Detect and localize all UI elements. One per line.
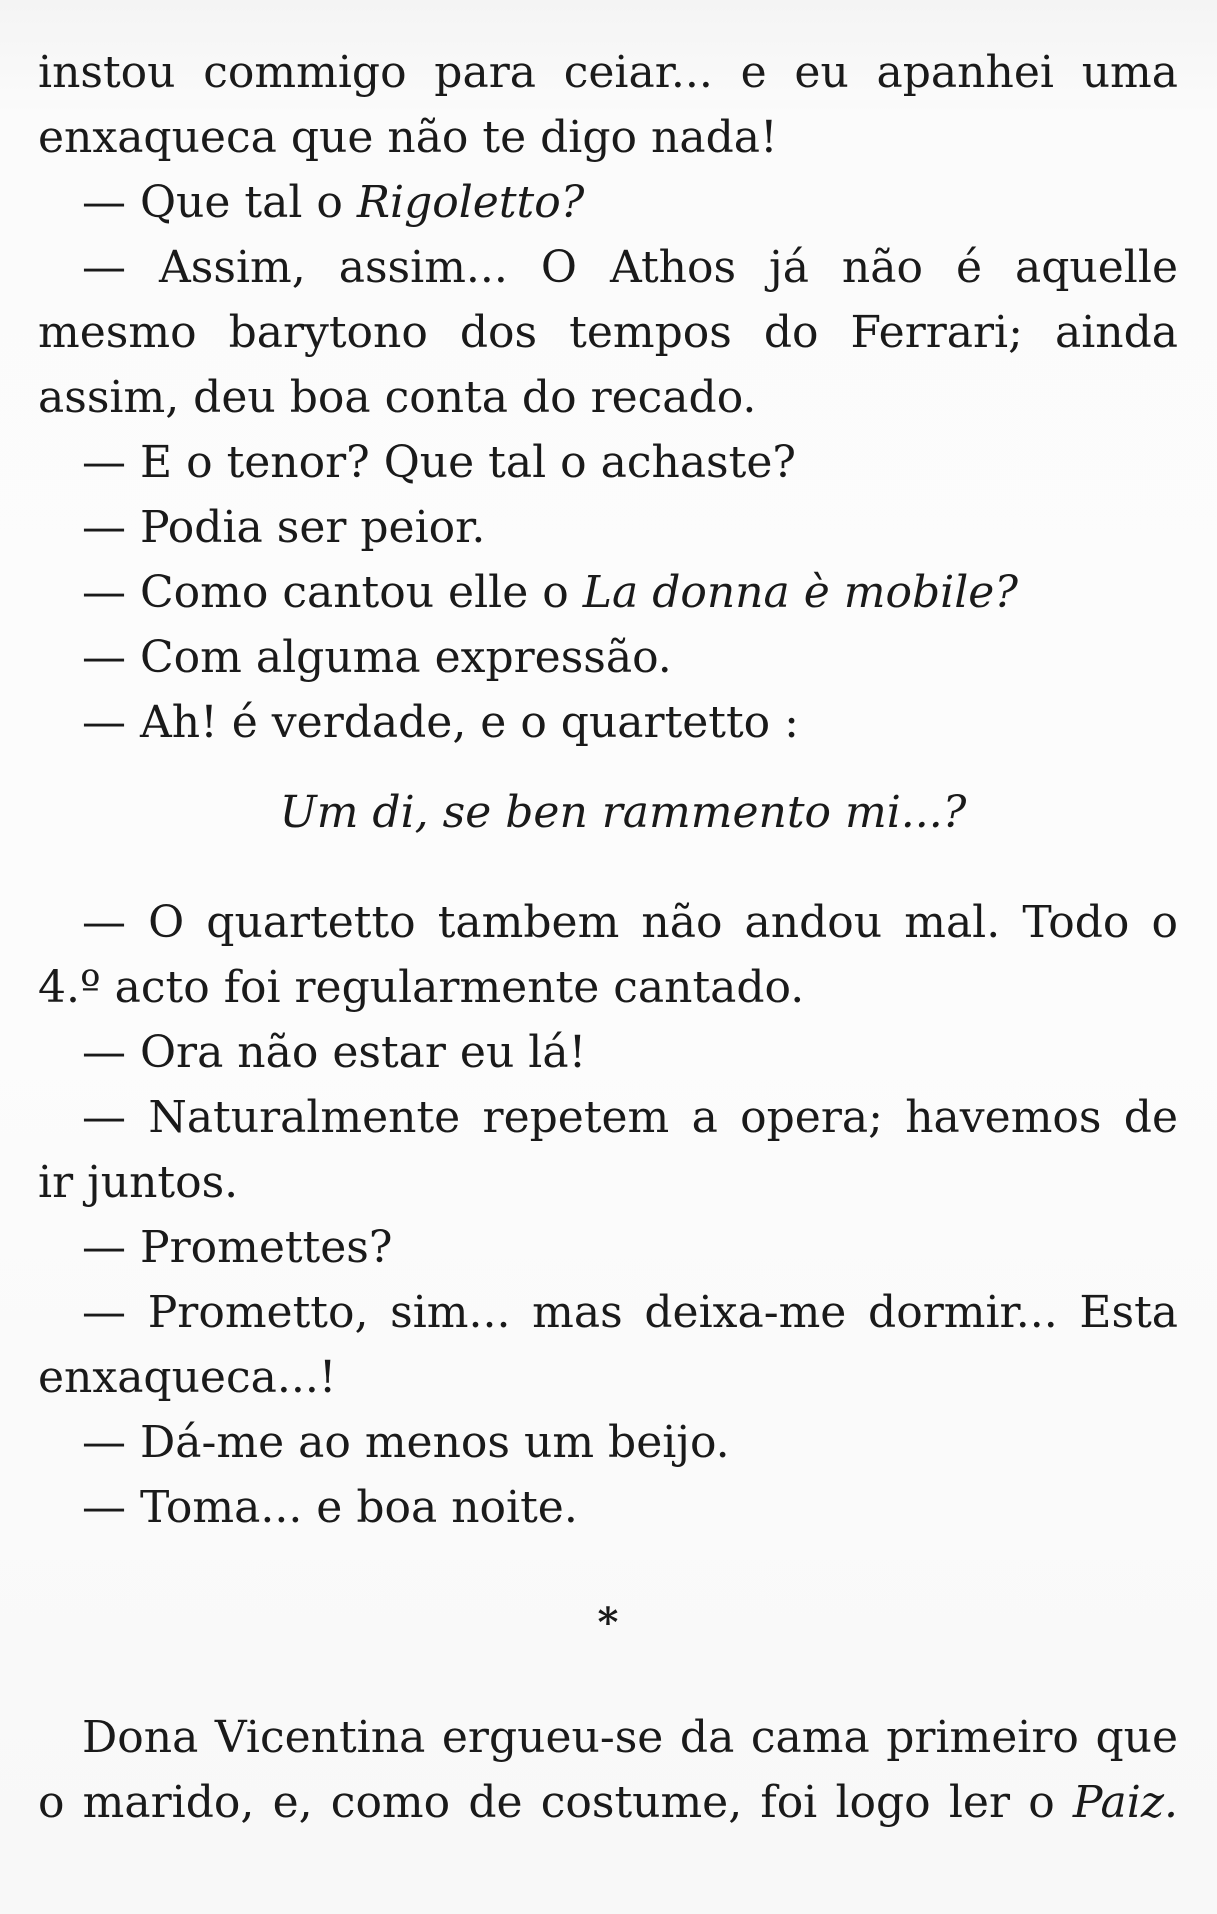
text-line-13: 4.º acto foi regularmente cantado. xyxy=(38,962,805,1013)
narrative-line-marido xyxy=(38,1770,1178,1835)
opera-title-rigoletto: Rigoletto? xyxy=(356,177,585,228)
narrative-text: o marido, e, como de costume, foi logo ler o xyxy=(38,1777,1073,1828)
dialogue-text: — Que tal o xyxy=(82,177,357,228)
dialogue-line-ora: — Ora não estar eu lá! xyxy=(82,1027,587,1078)
dialogue-text: — Como cantou elle o xyxy=(82,567,583,618)
dialogue-line-quartetto: — Ah! é verdade, e o quartetto : xyxy=(82,697,799,748)
dialogue-line-peior: — Podia ser peior. xyxy=(82,502,486,553)
aria-title: La donna è mobile? xyxy=(582,567,1018,618)
dialogue-line-quartetto-reply: — O quartetto tambem não andou mal. Todo o xyxy=(82,897,1178,948)
text-line-16: ir juntos. xyxy=(38,1157,239,1208)
text-line-1: instou commigo para ceiar... e eu apanhei uma xyxy=(38,47,1178,98)
dialogue-line-donna xyxy=(38,560,1178,625)
dialogue-line-toma: — Toma... e boa noite. xyxy=(82,1482,578,1533)
dialogue-line-beijo: — Dá-me ao menos um beijo. xyxy=(82,1417,730,1468)
section-separator: * xyxy=(597,1599,619,1646)
dialogue-line-tenor: — E o tenor? Que tal o achaste? xyxy=(82,437,796,488)
dialogue-line-athos: — Assim, assim... O Athos já não é aquelle xyxy=(82,242,1178,293)
dialogue-line-promettes: — Promettes? xyxy=(82,1222,393,1273)
text-line-2: enxaqueca que não te digo nada! xyxy=(38,112,778,163)
text-line-6: assim, deu boa conta do recado. xyxy=(38,372,757,423)
dialogue-line-expressao: — Com alguma expressão. xyxy=(82,632,672,683)
page-text xyxy=(38,40,1178,1835)
text-line-19: enxaqueca...! xyxy=(38,1352,337,1403)
text-line-5: mesmo barytono dos tempos do Ferrari; ainda xyxy=(38,307,1178,358)
dialogue-line-prometto: — Prometto, sim... mas deixa-me dormir... Esta xyxy=(82,1287,1178,1338)
dialogue-line-naturalmente: — Naturalmente repetem a opera; havemos de xyxy=(82,1092,1178,1143)
narrative-line-vicentina: Dona Vicentina ergueu-se da cama primeiro que xyxy=(82,1712,1178,1763)
dialogue-line-rigoletto xyxy=(38,170,1178,235)
verse-quote: Um di, se ben rammento mi...? xyxy=(279,787,967,838)
newspaper-title: Paiz. xyxy=(1072,1777,1178,1828)
